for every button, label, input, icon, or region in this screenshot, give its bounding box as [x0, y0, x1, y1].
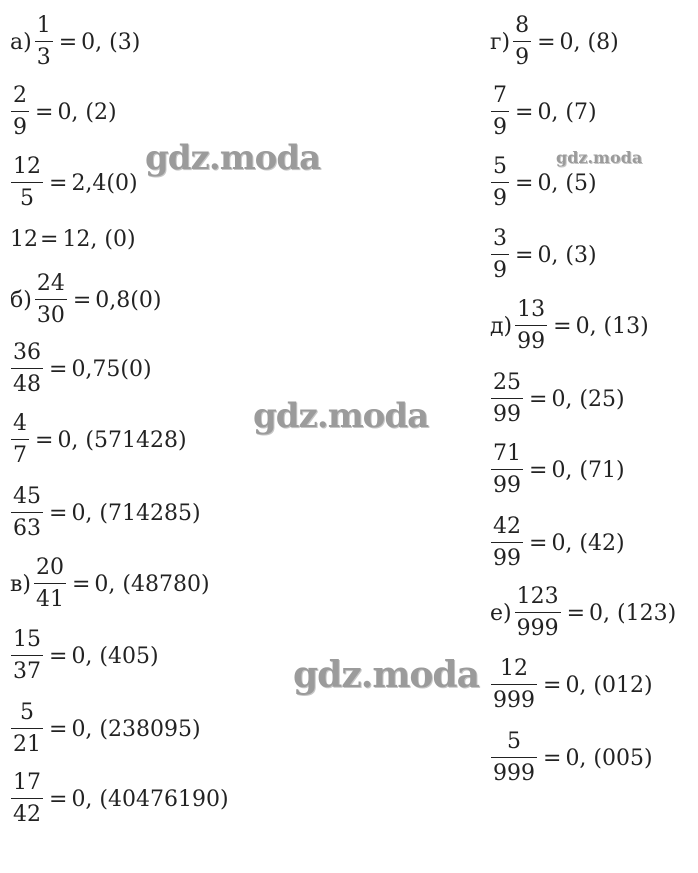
equals-sign: =: [543, 672, 562, 698]
fraction: [515, 299, 547, 353]
equals-sign: =: [553, 313, 572, 339]
equation-row: [10, 204, 136, 274]
equals-sign: =: [537, 29, 556, 55]
fraction: [515, 586, 561, 640]
numerator: 4: [13, 411, 27, 436]
fraction: [34, 557, 66, 611]
equation-row: [490, 220, 597, 290]
denominator: 99: [493, 402, 521, 427]
equals-sign: =: [49, 356, 68, 382]
numerator: 20: [35, 555, 64, 580]
numerator: 2: [13, 83, 27, 108]
watermark: gdz.moda: [145, 138, 321, 178]
fraction: [491, 228, 509, 282]
decimal-result: 0, (3): [537, 242, 597, 268]
equals-sign: =: [35, 427, 54, 453]
numerator: 5: [507, 729, 521, 754]
denominator: 9: [493, 115, 507, 140]
item-label: г): [490, 29, 511, 55]
item-label: д): [490, 313, 513, 339]
decimal-result: 0, (714285): [71, 500, 201, 526]
equation-row: [10, 478, 201, 548]
equals-sign: =: [515, 242, 534, 268]
numerator: 5: [20, 700, 34, 725]
numerator: 8: [515, 13, 530, 38]
equation-row: [10, 549, 210, 619]
equation-row: [490, 77, 597, 147]
equation-row: [490, 435, 625, 505]
equation-row: [490, 723, 653, 793]
denominator: 99: [493, 546, 521, 571]
numerator: 1: [36, 13, 51, 38]
numerator: 5: [493, 154, 507, 179]
watermark: gdz.moda: [556, 148, 643, 167]
fraction: [491, 372, 523, 426]
equals-sign: =: [72, 287, 92, 313]
equation-row: [10, 694, 201, 764]
numerator: 123: [516, 584, 559, 609]
denominator: 30: [36, 303, 65, 328]
equation-row: [490, 650, 653, 720]
denominator: 99: [493, 473, 521, 498]
decimal-result: 0,75(0): [71, 356, 152, 382]
fraction: [491, 731, 537, 785]
equals-sign: =: [49, 643, 68, 669]
equals-sign: =: [49, 170, 68, 196]
denominator: 5: [20, 186, 34, 211]
numerator: 71: [493, 441, 521, 466]
fraction: [11, 413, 29, 467]
item-label: е): [490, 600, 512, 626]
equals-sign: =: [543, 745, 562, 771]
decimal-result: 0, (012): [565, 672, 653, 698]
denominator: 41: [35, 587, 64, 612]
fraction: [35, 15, 53, 69]
fraction: [11, 342, 43, 396]
equals-sign: =: [515, 99, 534, 125]
fraction: [491, 85, 509, 139]
decimal-result: 0, (42): [551, 530, 625, 556]
item-label: б): [10, 287, 32, 313]
numerator: 25: [493, 370, 521, 395]
equation-row: [490, 508, 625, 578]
decimal-result: 0, (8): [559, 29, 619, 55]
decimal-result: 0, (405): [71, 643, 159, 669]
equation-row: [490, 291, 649, 361]
denominator: 999: [516, 616, 559, 641]
numerator: 45: [13, 484, 41, 509]
equation-row: [490, 578, 676, 648]
denominator: 21: [13, 732, 41, 757]
equation-row: [10, 265, 161, 335]
denominator: 99: [517, 329, 546, 354]
fraction: [11, 486, 43, 540]
equals-sign: =: [529, 457, 548, 483]
decimal-result: 0, (123): [589, 600, 677, 626]
watermark: gdz.moda: [293, 654, 479, 696]
whole-number: 12: [10, 226, 38, 252]
decimal-result: 0, (48780): [94, 571, 210, 597]
decimal-result: 0, (13): [575, 313, 649, 339]
numerator: 36: [13, 340, 41, 365]
denominator: 9: [515, 45, 530, 70]
fraction: [11, 772, 43, 826]
decimal-result: 0, (005): [565, 745, 653, 771]
denominator: 999: [493, 688, 535, 713]
equals-sign: =: [58, 29, 78, 55]
numerator: 42: [493, 514, 521, 539]
fraction: [491, 658, 537, 712]
decimal-result: 2,4(0): [71, 170, 138, 196]
denominator: 48: [13, 372, 41, 397]
equals-sign: =: [515, 170, 534, 196]
item-label: в): [10, 571, 31, 597]
numerator: 13: [517, 297, 546, 322]
decimal-result: 0, (5): [537, 170, 597, 196]
fraction: [11, 629, 43, 683]
denominator: 37: [13, 659, 41, 684]
equals-sign: =: [40, 226, 59, 252]
numerator: 12: [13, 154, 41, 179]
equation-row: [10, 621, 159, 691]
denominator: 3: [36, 45, 51, 70]
numerator: 24: [36, 271, 65, 296]
numerator: 17: [13, 770, 41, 795]
denominator: 9: [493, 258, 507, 283]
denominator: 9: [13, 115, 27, 140]
equals-sign: =: [71, 571, 91, 597]
denominator: 42: [13, 802, 41, 827]
equation-row: [10, 77, 117, 147]
denominator: 9: [493, 186, 507, 211]
fraction: [11, 156, 43, 210]
decimal-result: 12, (0): [62, 226, 136, 252]
fraction: [491, 516, 523, 570]
denominator: 999: [493, 761, 535, 786]
equation-row: [490, 7, 619, 77]
decimal-result: 0, (2): [57, 99, 117, 125]
decimal-result: 0,8(0): [95, 287, 162, 313]
fraction: [491, 443, 523, 497]
watermark: gdz.moda: [253, 396, 429, 436]
equals-sign: =: [49, 500, 68, 526]
numerator: 7: [493, 83, 507, 108]
equals-sign: =: [529, 530, 548, 556]
equation-row: [10, 334, 152, 404]
fraction: [11, 702, 43, 756]
decimal-result: 0, (571428): [57, 427, 187, 453]
equation-row: [490, 364, 625, 434]
fraction: [491, 156, 509, 210]
equals-sign: =: [35, 99, 54, 125]
decimal-result: 0, (40476190): [71, 786, 229, 812]
equals-sign: =: [566, 600, 586, 626]
denominator: 63: [13, 516, 41, 541]
equation-row: [10, 405, 187, 475]
numerator: 15: [13, 627, 41, 652]
decimal-result: 0, (71): [551, 457, 625, 483]
decimal-result: 0, (3): [81, 29, 141, 55]
fraction: [35, 273, 67, 327]
decimal-result: 0, (7): [537, 99, 597, 125]
item-label: а): [10, 29, 32, 55]
equation-row: [10, 764, 229, 834]
decimal-result: 0, (238095): [71, 716, 201, 742]
equation-row: [10, 7, 140, 77]
fraction: [513, 15, 531, 69]
numerator: 12: [500, 656, 528, 681]
equals-sign: =: [49, 716, 68, 742]
decimal-result: 0, (25): [551, 386, 625, 412]
fraction: [11, 85, 29, 139]
numerator: 3: [493, 226, 507, 251]
equals-sign: =: [49, 786, 68, 812]
equals-sign: =: [529, 386, 548, 412]
denominator: 7: [13, 443, 27, 468]
